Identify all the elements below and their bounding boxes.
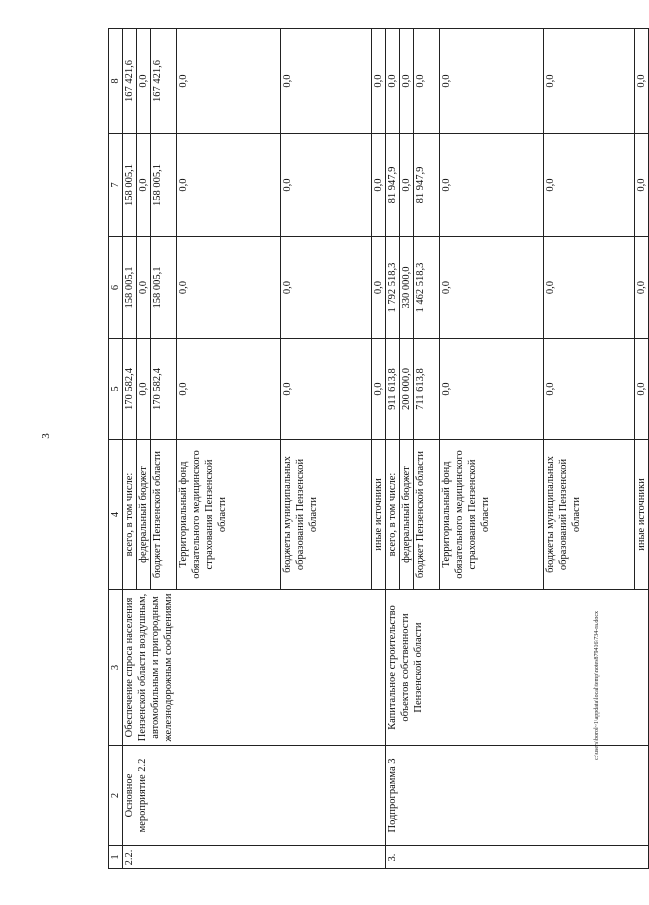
funding-source: федеральный бюджет <box>137 440 151 590</box>
value-cell: 0,0 <box>440 339 544 440</box>
column-header: 5 <box>109 339 123 440</box>
value-cell: 0,0 <box>281 134 372 237</box>
value-cell: 0,0 <box>372 134 386 237</box>
page-number: 3 <box>40 433 52 439</box>
value-cell: 0,0 <box>400 29 414 134</box>
value-cell: 158 005,1 <box>123 237 137 339</box>
section-description: Обеспечение спроса населения Пензенской области воздушным, автомобильным и пригородным железнодорожным сообщениями <box>123 590 386 746</box>
value-cell: 0,0 <box>414 29 440 134</box>
value-cell: 0,0 <box>544 237 635 339</box>
funding-source: бюджеты муниципальных образований Пензенской области <box>281 440 372 590</box>
table-row <box>386 29 400 869</box>
value-cell: 200 000,0 <box>400 339 414 440</box>
column-header: 7 <box>109 134 123 237</box>
value-cell: 711 613,8 <box>414 339 440 440</box>
column-number-row <box>109 29 123 869</box>
value-cell: 0,0 <box>177 339 281 440</box>
value-cell: 0,0 <box>177 237 281 339</box>
column-header: 2 <box>109 746 123 846</box>
value-cell: 0,0 <box>440 134 544 237</box>
section-number: 3. <box>386 846 649 869</box>
value-cell: 0,0 <box>635 339 649 440</box>
funding-source: всего, в том числе: <box>123 440 137 590</box>
table-row <box>123 29 137 869</box>
value-cell: 0,0 <box>635 237 649 339</box>
funding-source: Территориальный фонд обязательного медицинского страхования Пензенской области <box>440 440 544 590</box>
section-name: Основное мероприятие 2.2 <box>123 746 386 846</box>
value-cell: 0,0 <box>372 339 386 440</box>
value-cell: 0,0 <box>400 134 414 237</box>
section-description: Капитальное строительство объектов собственности Пензенской области <box>386 590 649 746</box>
value-cell: 167 421,6 <box>151 29 177 134</box>
column-header: 8 <box>109 29 123 134</box>
budget-table <box>108 28 649 869</box>
value-cell: 0,0 <box>440 237 544 339</box>
value-cell: 158 005,1 <box>151 237 177 339</box>
value-cell: 158 005,1 <box>151 134 177 237</box>
value-cell: 0,0 <box>281 237 372 339</box>
value-cell: 158 005,1 <box>123 134 137 237</box>
value-cell: 1 462 518,3 <box>414 237 440 339</box>
funding-source: всего, в том числе: <box>386 440 400 590</box>
value-cell: 81 947,9 <box>386 134 400 237</box>
funding-source: бюджеты муниципальных образований Пензенской области <box>544 440 635 590</box>
value-cell: 0,0 <box>372 237 386 339</box>
value-cell: 1 792 518,3 <box>386 237 400 339</box>
value-cell: 0,0 <box>137 134 151 237</box>
value-cell: 81 947,9 <box>414 134 440 237</box>
value-cell: 0,0 <box>281 339 372 440</box>
section-name: Подпрограмма 3 <box>386 746 649 846</box>
funding-source: Территориальный фонд обязательного медицинского страхования Пензенской области <box>177 440 281 590</box>
value-cell: 911 613,8 <box>386 339 400 440</box>
value-cell: 0,0 <box>635 29 649 134</box>
value-cell: 170 582,4 <box>123 339 137 440</box>
column-header: 1 <box>109 846 123 869</box>
value-cell: 330 000,0 <box>400 237 414 339</box>
footer-file-path: c:\users\borol~1\appdata\local\temp\notes879416\734-ra.docx <box>594 610 600 760</box>
value-cell: 167 421,6 <box>123 29 137 134</box>
value-cell: 0,0 <box>177 134 281 237</box>
section-number: 2.2. <box>123 846 386 869</box>
value-cell: 0,0 <box>386 29 400 134</box>
value-cell: 0,0 <box>544 134 635 237</box>
funding-source: бюджет Пензенской области <box>414 440 440 590</box>
value-cell: 0,0 <box>440 29 544 134</box>
value-cell: 0,0 <box>137 237 151 339</box>
value-cell: 0,0 <box>281 29 372 134</box>
value-cell: 0,0 <box>544 339 635 440</box>
value-cell: 0,0 <box>137 339 151 440</box>
funding-source: иные источники <box>635 440 649 590</box>
column-header: 3 <box>109 590 123 746</box>
funding-source: федеральный бюджет <box>400 440 414 590</box>
funding-source: иные источники <box>372 440 386 590</box>
value-cell: 170 582,4 <box>151 339 177 440</box>
funding-source: бюджет Пензенской области <box>151 440 177 590</box>
value-cell: 0,0 <box>635 134 649 237</box>
value-cell: 0,0 <box>372 29 386 134</box>
column-header: 4 <box>109 440 123 590</box>
value-cell: 0,0 <box>544 29 635 134</box>
value-cell: 0,0 <box>137 29 151 134</box>
column-header: 6 <box>109 237 123 339</box>
value-cell: 0,0 <box>177 29 281 134</box>
